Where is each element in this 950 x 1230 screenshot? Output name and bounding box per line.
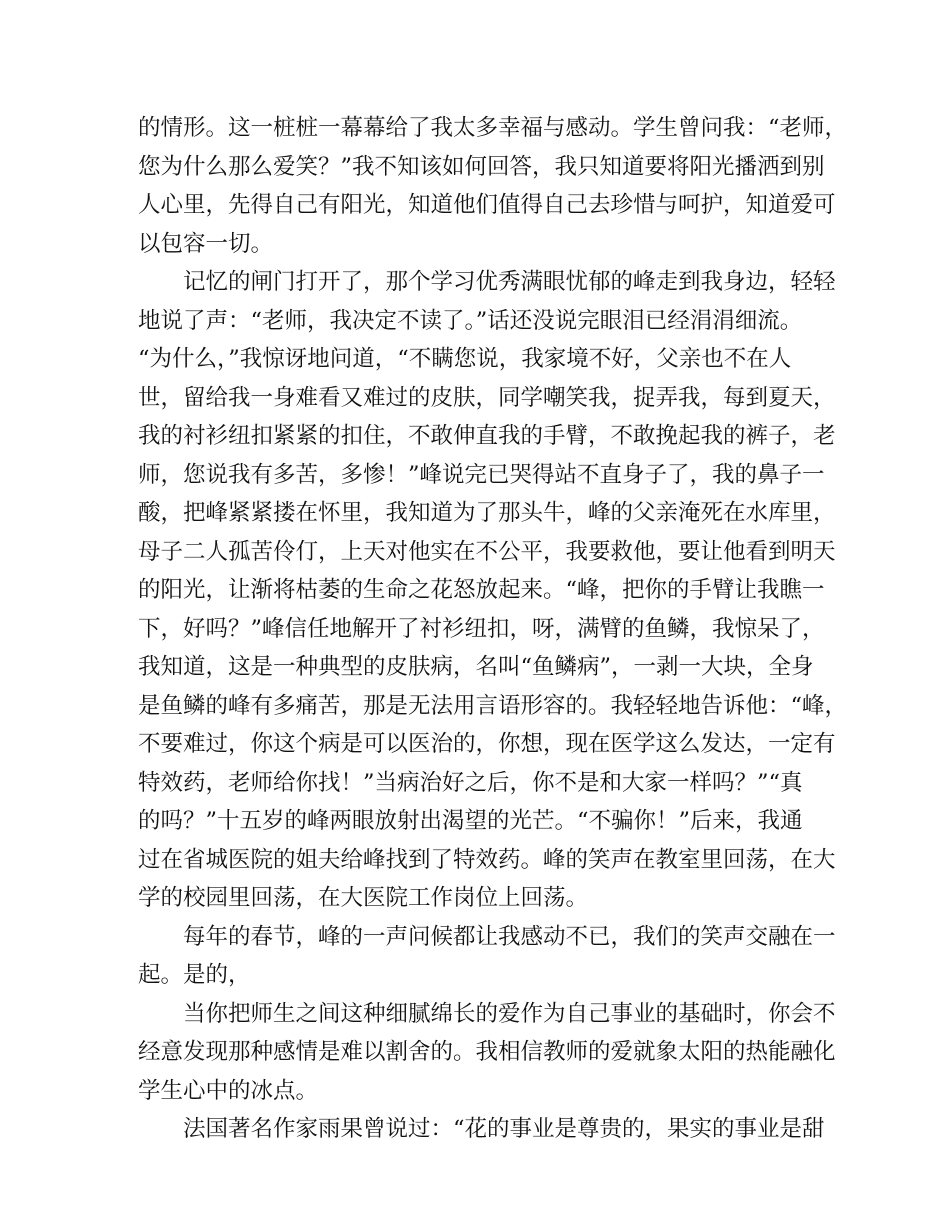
text-line: 母子二人孤苦伶仃，上天对他实在不公平，我要救他，要让他看到明天 xyxy=(138,539,836,565)
text-line: 学生心中的冰点。 xyxy=(138,1078,319,1104)
text-line: 的阳光，让渐将枯萎的生命之花怒放起来。“峰，把你的手臂让我瞧一 xyxy=(138,577,825,603)
text-line: 人心里，先得自己有阳光，知道他们值得自己去珍惜与呵护，知道爱可 xyxy=(138,192,836,218)
text-line: 经意发现那种感情是难以割舍的。我相信教师的爱就象太阳的热能融化 xyxy=(138,1039,836,1065)
text-line: 特效药，老师给你找！”当病治好之后，你不是和大家一样吗？”“真 xyxy=(138,770,803,796)
text-line: 我知道，这是一种典型的皮肤病，名叫“鱼鳞病”，一剥一大块，全身 xyxy=(138,654,814,680)
text-line: 以包容一切。 xyxy=(138,231,274,257)
text-line: 地说了声：“老师，我决定不读了。”话还没说完眼泪已经涓涓细流。 xyxy=(138,308,803,334)
text-line: 我的衬衫纽扣紧紧的扣住，不敢伸直我的手臂，不敢挽起我的裤子，老 xyxy=(138,423,836,449)
paragraph-first-line: 法国著名作家雨果曾说过：“花的事业是尊贵的，果实的事业是甜 xyxy=(183,1116,825,1142)
text-line: 的情形。这一桩桩一幕幕给了我太多幸福与感动。学生曾问我：“老师， xyxy=(138,115,848,141)
paragraph-first-line: 记忆的闸门打开了，那个学习优秀满眼忧郁的峰走到我身边，轻轻 xyxy=(183,269,836,295)
text-line: 起。是的， xyxy=(138,962,251,988)
text-line: 师，您说我有多苦，多惨！”峰说完已哭得站不直身子了，我的鼻子一 xyxy=(138,462,825,488)
text-line: 学的校园里回荡，在大医院工作岗位上回荡。 xyxy=(138,885,589,911)
text-line: 不要难过，你这个病是可以医治的，你想，现在医学这么发达，一定有 xyxy=(138,731,836,757)
text-line: 酸，把峰紧紧搂在怀里，我知道为了那头牛，峰的父亲淹死在水库里， xyxy=(138,500,836,526)
text-line: 世，留给我一身难看又难过的皮肤，同学嘲笑我，捉弄我，每到夏天， xyxy=(138,385,836,411)
text-line: 的吗？”十五岁的峰两眼放射出渴望的光芒。“不骗你！”后来，我通 xyxy=(138,808,803,834)
paragraph-first-line: 每年的春节，峰的一声问候都让我感动不已，我们的笑声交融在一 xyxy=(183,924,836,950)
text-line: 下，好吗？”峰信任地解开了衬衫纽扣，呀，满臂的鱼鳞，我惊呆了， xyxy=(138,616,825,642)
text-line: 是鱼鳞的峰有多痛苦，那是无法用言语形容的。我轻轻地告诉他：“峰， xyxy=(138,693,848,719)
text-line: 您为什么那么爱笑？”我不知该如何回答，我只知道要将阳光播洒到别 xyxy=(138,154,825,180)
text-line: “为什么，”我惊讶地问道，“不瞒您说，我家境不好，父亲也不在人 xyxy=(138,346,792,372)
paragraph-first-line: 当你把师生之间这种细腻绵长的爱作为自己事业的基础时，你会不 xyxy=(183,1001,836,1027)
text-line: 过在省城医院的姐夫给峰找到了特效药。峰的笑声在教室里回荡，在大 xyxy=(138,847,836,873)
